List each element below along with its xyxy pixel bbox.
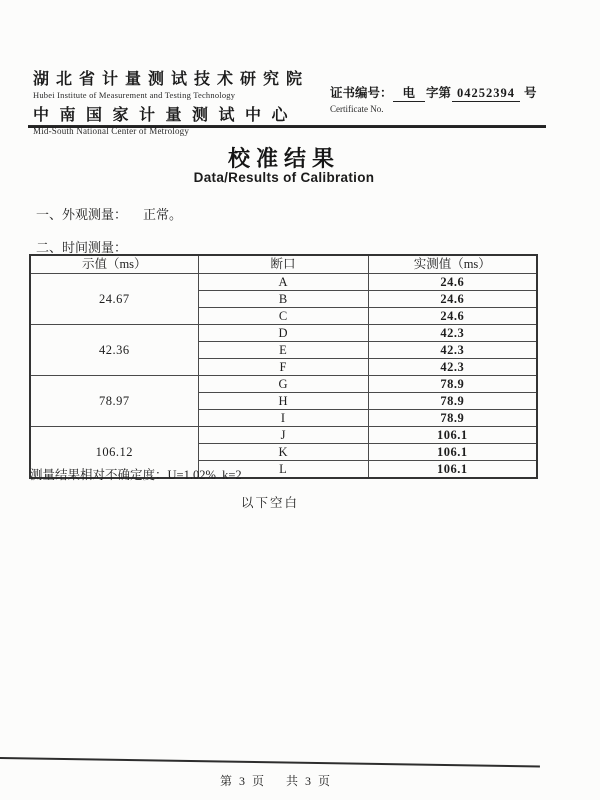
indicated-value-cell: 24.67	[30, 274, 198, 325]
break-cell: A	[198, 274, 368, 291]
section-time-label: 二、时间测量：	[36, 240, 128, 255]
measured-value-cell: 24.6	[368, 274, 537, 291]
certificate-mid-chars: 字第	[426, 86, 452, 100]
footer-divider	[0, 757, 540, 768]
measured-value-cell: 106.1	[368, 427, 537, 444]
time-measurement-table	[29, 254, 538, 479]
page-title-en: Data/Results of Calibration	[193, 170, 375, 185]
measured-value-cell: 106.1	[368, 461, 537, 479]
break-cell: I	[198, 410, 368, 427]
measured-value-cell: 42.3	[368, 325, 537, 342]
page-number: 第 3 页 共 3 页	[219, 774, 332, 788]
certificate-suffix-char: 号	[524, 86, 537, 100]
measured-value-cell: 78.9	[368, 410, 537, 427]
measured-value-cell: 42.3	[368, 342, 537, 359]
certificate-number-value: 04252394	[452, 86, 520, 102]
break-cell: L	[198, 461, 368, 479]
measured-value-cell: 78.9	[368, 376, 537, 393]
letterhead-divider	[28, 125, 546, 128]
org-name-en-2: Mid-South National Center of Metrology	[33, 126, 190, 136]
table-row	[30, 427, 537, 444]
table-row	[30, 274, 537, 291]
break-cell: D	[198, 325, 368, 342]
break-cell: B	[198, 291, 368, 308]
measured-value-cell: 78.9	[368, 393, 537, 410]
section-appearance-label: 一、外观测量：	[36, 207, 128, 222]
org-name-cn-1: 湖北省计量测试技术研究院	[33, 71, 310, 88]
break-cell: E	[198, 342, 368, 359]
break-cell: C	[198, 308, 368, 325]
measured-value-cell: 24.6	[368, 308, 537, 325]
table-row	[30, 376, 537, 393]
section-appearance	[36, 204, 182, 223]
break-cell: K	[198, 444, 368, 461]
col-header-indicated-value: 示值（ms）	[30, 255, 198, 274]
break-cell: F	[198, 359, 368, 376]
blank-below-note: 以下空白	[240, 496, 299, 510]
measured-value-cell: 106.1	[368, 444, 537, 461]
certificate-number-label: 证书编号：	[330, 86, 393, 100]
table-header-row	[30, 255, 537, 274]
table-row	[30, 325, 537, 342]
measured-value-cell: 24.6	[368, 291, 537, 308]
certificate-number-block	[330, 83, 537, 114]
certificate-number-line	[330, 83, 537, 102]
indicated-value-cell: 78.97	[30, 376, 198, 427]
col-header-break: 断口	[198, 255, 368, 274]
page-title-cn: 校准结果	[227, 146, 340, 171]
certificate-number-label-en: Certificate No.	[330, 104, 384, 114]
indicated-value-cell: 106.12	[30, 427, 198, 479]
org-name-en-1: Hubei Institute of Measurement and Testing Technology	[33, 90, 236, 100]
org-name-cn-2: 中南国家计量测试中心	[33, 107, 299, 124]
indicated-value-cell: 42.36	[30, 325, 198, 376]
uncertainty-note: 测量结果相对不确定度：U=1.02% k=2	[30, 468, 242, 482]
break-cell: G	[198, 376, 368, 393]
section-appearance-value: 正常。	[143, 207, 183, 222]
break-cell: H	[198, 393, 368, 410]
col-header-measured-value: 实测值（ms）	[368, 255, 537, 274]
measured-value-cell: 42.3	[368, 359, 537, 376]
break-cell: J	[198, 427, 368, 444]
certificate-type-char: 电	[393, 83, 426, 102]
